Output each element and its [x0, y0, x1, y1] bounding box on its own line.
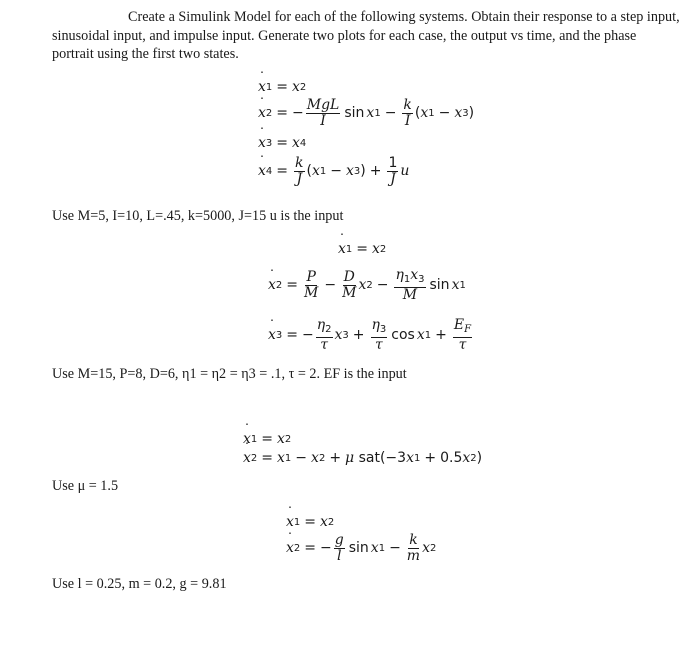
system2-eq2: ˙ x 2 = $\frac{P}{M}$ − $\frac{D}{M}$ x 2 − $\frac{\eta_1x_3}{M}$ sin x 1: [268, 268, 466, 302]
system1-parameters: Use M=5, I=10, L=.45, k=5000, J=15 u is the input: [52, 208, 344, 224]
system1-eq4: ˙ x 4 = $\frac{k}{J}$ ( x 1 − x 3 ) + $\frac{1}{J}$ u: [258, 154, 409, 188]
problem-statement: Create a Simulink Model for each of the following systems. Obtain their response to a step input, sinusoidal input, and impulse input. Generate two plots for each case, the output vs time, and the phase portrait using the first two states.: [52, 9, 680, 62]
system2-eq3: ˙ x 3 = − $\frac{\eta_2}{\tau}$ x 3 + $\frac{\eta_3}{\tau}$ cos x 1 + $\frac{E_F}{\tau}$: [268, 318, 474, 352]
system2-parameters: Use M=15, P=8, D=6, η1 = η2 = η3 = .1, τ = 2. EF is the input: [52, 366, 407, 382]
system3-eq2: ˙ x 2 = x 1 − x 2 + μ sat(−3 x 1 + 0.5 x 2 ): [243, 449, 482, 467]
system4-eq2: ˙ x 2 = − $\frac{g}{l}$ sin x 1 − $\frac{k}{m}$ x 2: [286, 531, 436, 565]
system4-parameters: Use l = 0.25, m = 0.2, g = 9.81: [52, 576, 227, 592]
system1-eq1: ˙ x 1 = x 2: [258, 78, 306, 96]
system4-eq1: ˙ x 1 = x 2: [286, 513, 334, 531]
system3-parameters: Use μ = 1.5: [52, 478, 119, 494]
system3-eq1: ˙ x 1 = x 2: [243, 430, 291, 448]
system1-eq2: ˙ x 2 = − $\frac{\text{MgL}}{I}$ sin x 1 − $\frac{k}{I}$ ( x 1 − x 3 ): [258, 96, 474, 130]
system1-eq3: ˙ x 3 = x 4: [258, 134, 306, 152]
system2-eq1: ˙ x 1 = x 2: [338, 240, 386, 258]
